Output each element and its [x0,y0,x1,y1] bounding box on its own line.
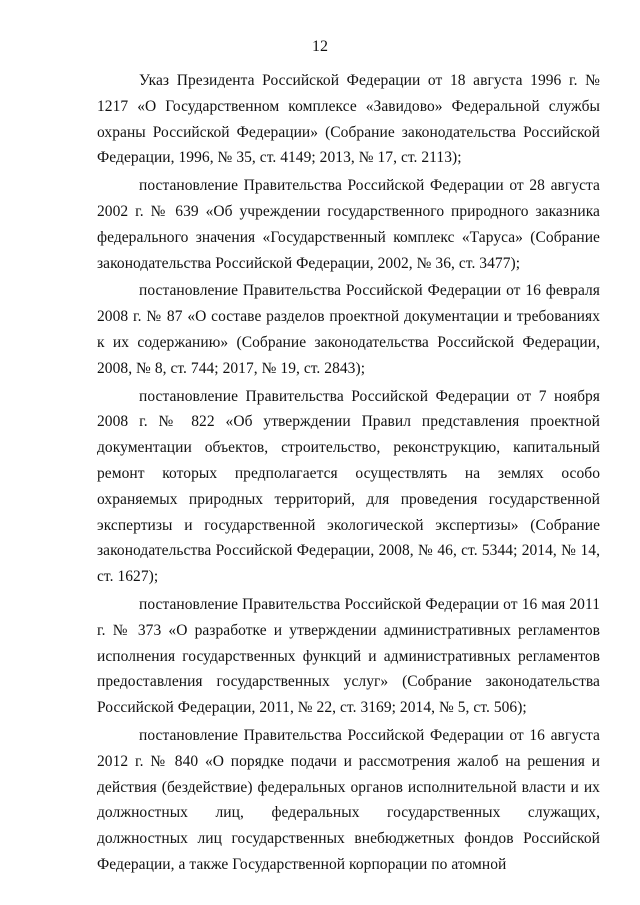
page-number: 12 [312,38,328,55]
legal-reference-paragraph: постановление Правительства Российской Федерации от 16 августа 2012 г. № 840 «О порядке подачи и рассмотрения жалоб на решения и действия (бездействие) федеральных органов исполнительной власти и их должностных лиц, федеральных государственных служащих, должностных лиц государственных внебюджетных фондов Российской Федерации, а также Государственной корпорации по атомной [97,726,600,873]
legal-reference-paragraph: постановление Правительства Российской Федерации от 16 февраля 2008 г. № 87 «О составе разделов проектной документации и требованиях к их содержанию» (Собрание законодательства Российской Федерации, 2008, № 8, ст. 744; 2017, № 19, ст. 2843); [97,282,600,377]
legal-reference-paragraph: постановление Правительства Российской Федерации от 16 мая 2011 г. № 373 «О разработке и утверждении административных регламентов исполнения государственных функций и административных регламентов предоставления государственных услуг» (Собрание законодательства Российской Федерации, 2011, № 22, ст. 3169; 2014, № 5, ст. 506); [97,595,600,717]
legal-reference-paragraph: постановление Правительства Российской Федерации от 7 ноября 2008 г. № 822 «Об утверждении Правил представления проектной документации объектов, строительство, реконструкцию, капитальный ремонт которых предполагается осуществлять на землях особо охраняемых природных территорий, для проведения государственной экспертизы и государственной экологической экспертизы» (Собрание законодательства Российской Федерации, 2008, № 46, ст. 5344; 2014, № 14, ст. 1627); [97,387,600,586]
legal-reference-paragraph: постановление Правительства Российской Федерации от 28 августа 2002 г. № 639 «Об учреждении государственного природного заказника федерального значения «Государственный комплекс «Таруса» (Собрание законодательства Российской Федерации, 2002, № 36, ст. 3477); [97,177,600,272]
legal-reference-paragraph: Указ Президента Российской Федерации от 18 августа 1996 г. № 1217 «О Государственном комплексе «Завидово» Федеральной службы охраны Российской Федерации» (Собрание законодательства Российской Федерации, 1996, № 35, ст. 4149; 2013, № 17, ст. 2113); [97,72,600,167]
document-body [97,68,600,878]
